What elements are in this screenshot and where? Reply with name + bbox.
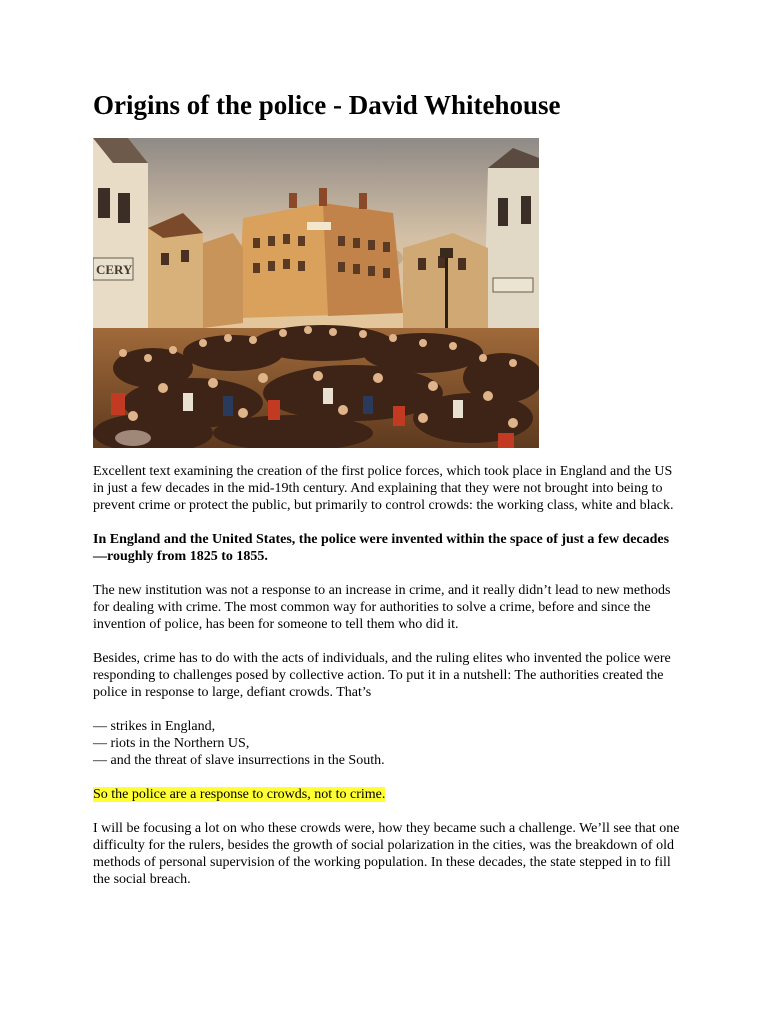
paragraph-3: Besides, crime has to do with the acts of individuals, and the ruling elites who invented the police were responding to challenges posed by collective action. To put it in a nutshell: The authorities created the police in response to large, defiant crowds. That’s (93, 651, 671, 700)
paragraph-2: The new institution was not a response to an increase in crime, and it really didn’t lead to new methods for dealing with crime. The most common way for authorities to solve a crime, before and since the invention of police, has been for someone to tell them who did it. (93, 583, 671, 632)
highlight-paragraph (93, 786, 683, 803)
paragraph-4: I will be focusing a lot on who these crowds were, how they became such a challenge. We’ll see that one difficulty for the rulers, besides the growth of social polarization in the cities, was the breakdown of old methods of personal supervision of the working population. In these decades, the state stepped in to fill the social breach. (93, 821, 680, 887)
highlighted-text: So the police are a response to crowds, not to crime. (93, 787, 386, 802)
list-item: — strikes in England, (93, 719, 216, 734)
list-item: — and the threat of slave insurrections in the South. (93, 753, 385, 768)
riot-painting (93, 138, 539, 448)
shop-sign: CERY (96, 262, 133, 277)
article-body (93, 463, 683, 905)
intro-paragraph: Excellent text examining the creation of the first police forces, which took place in England and the US in just a few decades in the mid-19th century. And explaining that they were not brought into being to prevent crime or protect the public, but primarily to control crowds: the working class, white and black. (93, 464, 674, 513)
lead-paragraph: In England and the United States, the police were invented within the space of just a few decades—roughly from 1825 to 1855. (93, 532, 670, 564)
list-item: — riots in the Northern US, (93, 736, 250, 751)
crowd-list (93, 718, 683, 769)
page-title: Origins of the police - David Whitehouse (93, 90, 561, 120)
